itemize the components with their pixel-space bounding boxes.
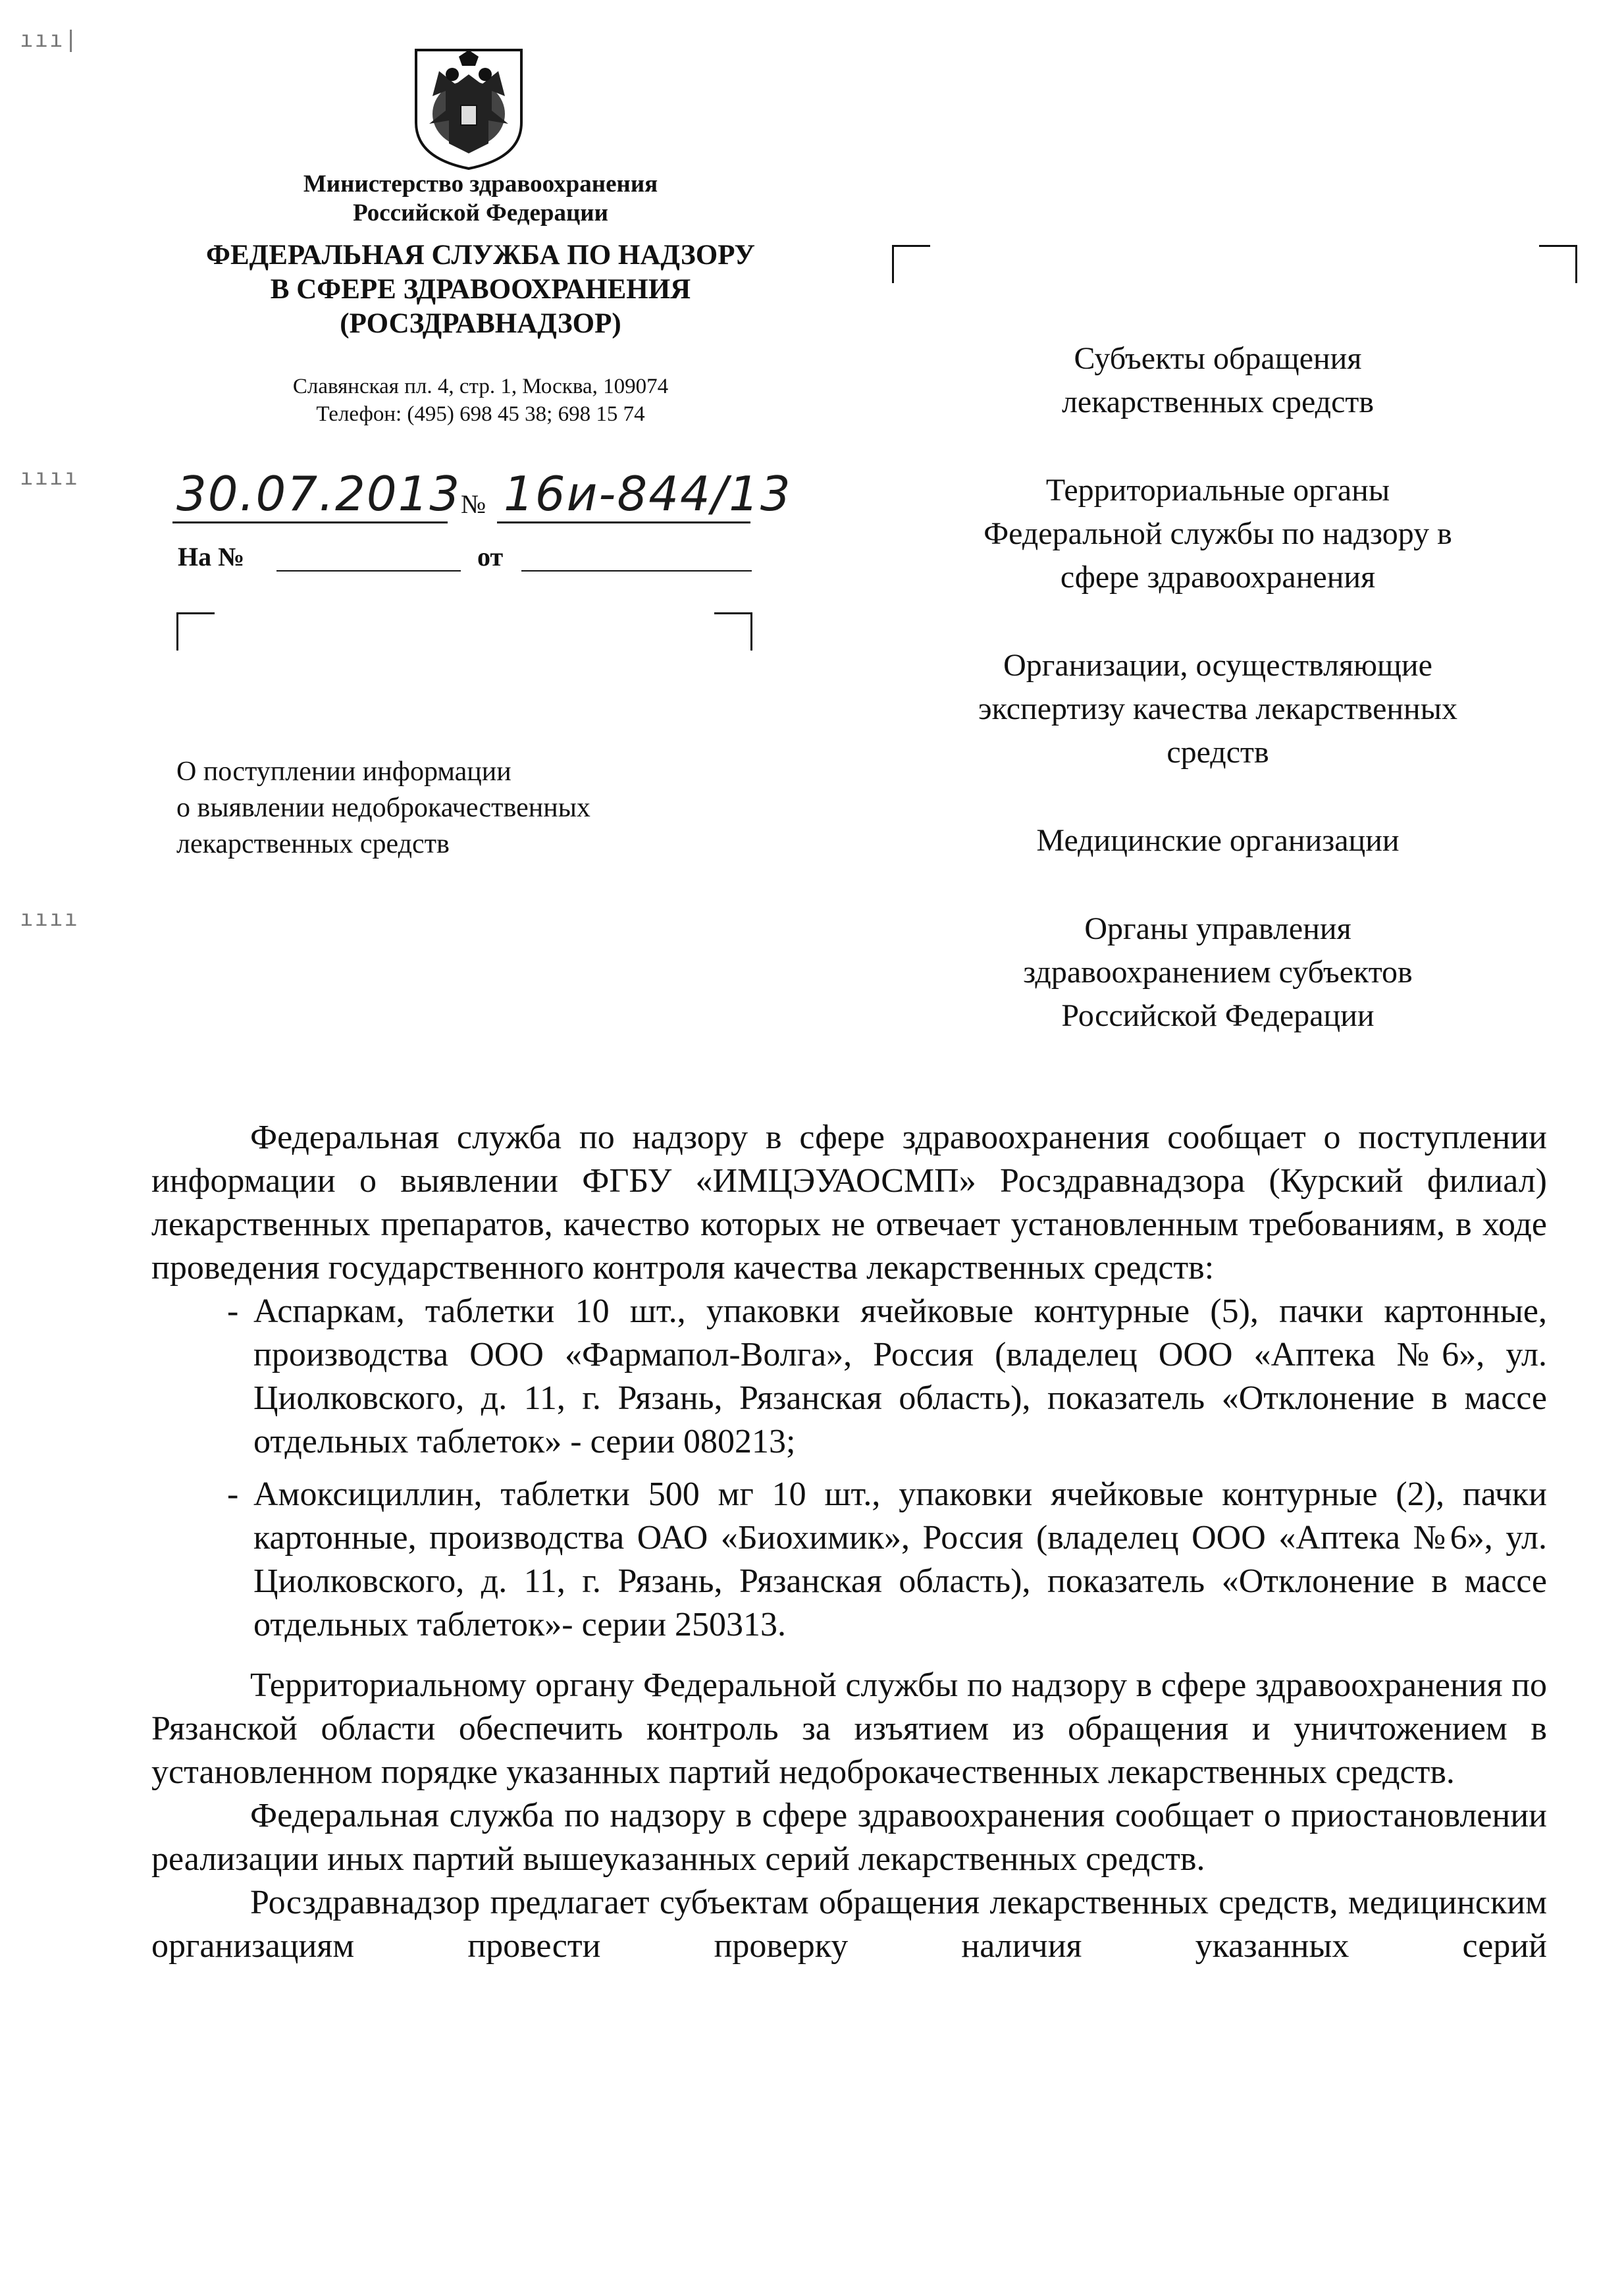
subject-line-1: О поступлении информации bbox=[176, 757, 511, 787]
addressee-line: Организации, осуществляющие bbox=[1003, 648, 1432, 683]
addressee-line: средств bbox=[1166, 735, 1269, 770]
addressee-group bbox=[843, 337, 1593, 424]
addressee-line: Органы управления bbox=[1084, 911, 1351, 946]
addressee-group bbox=[843, 907, 1593, 1038]
reply-from-blank bbox=[521, 570, 752, 572]
drug-list-item-text: Амоксициллин, таблетки 500 мг 10 шт., упаковки ячейковые контурные (2), пачки картонные, производства ОАО «Биохимик», Россия (владелец ООО «Аптека №6», ул. Циолковского, д. 11, г. Рязань, Рязанская область), показатель «Отклонение в массе отдельных таблеток»- серии 250313. bbox=[253, 1476, 1547, 1643]
body-paragraph-2: Территориальному органу Федеральной службы по надзору в сфере здравоохранения по Рязанской области обеспечить контроль за изъятием из обращения и уничтожением в установленном порядке указанных партий недоброкачественных лекарственных средств. bbox=[151, 1666, 1547, 1791]
subject-line-2: о выявлении недоброкачественных bbox=[176, 793, 590, 823]
agency-contacts bbox=[151, 373, 810, 428]
addressee-line: Федеральной службы по надзору в bbox=[983, 516, 1452, 551]
addressee-line: Медицинские организации bbox=[1036, 823, 1400, 858]
number-underline bbox=[497, 521, 750, 523]
drug-list-item bbox=[151, 1290, 1547, 1464]
scan-artifact: ıııı bbox=[20, 464, 79, 491]
document-number: 16и-844/13 bbox=[504, 466, 792, 521]
drug-list-item-text: Аспаркам, таблетки 10 шт., упаковки ячейковые контурные (5), пачки картонные, производства ООО «Фармапол-Волга», Россия (владелец ООО «Аптека №6», ул. Циолковского, д. 11, г. Рязань, Рязанская область), показатель «Отклонение в массе отдельных таблеток» - серии 080213; bbox=[253, 1292, 1547, 1460]
document-date: 30.07.2013 bbox=[176, 466, 461, 521]
addressee-line: здравоохранением субъектов bbox=[1023, 955, 1413, 990]
reply-from-label: от bbox=[477, 542, 504, 572]
list-marker: - bbox=[227, 1292, 239, 1330]
reply-number-blank bbox=[276, 570, 461, 572]
reply-number-label: На № bbox=[178, 542, 245, 572]
scan-artifact: ıııı bbox=[20, 905, 79, 932]
agency-name bbox=[151, 238, 810, 341]
subject-bracket-left bbox=[176, 612, 215, 651]
addressee-bracket-left bbox=[892, 245, 930, 283]
list-marker: - bbox=[227, 1476, 239, 1513]
number-sign: № bbox=[461, 489, 486, 519]
subject-bracket-right bbox=[714, 612, 752, 651]
addressee-group bbox=[843, 644, 1593, 774]
agency-address: Славянская пл. 4, стр. 1, Москва, 109074 bbox=[292, 375, 669, 398]
letter-subject bbox=[176, 754, 769, 863]
agency-line-3: (РОСЗДРАВНАДЗОР) bbox=[340, 308, 621, 339]
agency-line-2: В СФЕРЕ ЗДРАВООХРАНЕНИЯ bbox=[270, 274, 691, 305]
body-paragraph-4: Росздравнадзор предлагает субъектам обращения лекарственных средств, медицинским организациям провести проверку наличия указанных серий bbox=[151, 1884, 1547, 1965]
addressee-line: лекарственных средств bbox=[1061, 385, 1375, 419]
ministry-name bbox=[151, 170, 810, 228]
coat-of-arms-emblem bbox=[409, 45, 528, 173]
addressee-line: Территориальные органы bbox=[1045, 473, 1390, 508]
scan-artifact: ııı| bbox=[20, 26, 79, 53]
body-intro-paragraph: Федеральная служба по надзору в сфере здравоохранения сообщает о поступлении информации о выявлении ФГБУ «ИМЦЭУАОСМП» Росздравнадзора (Курский филиал) лекарственных препаратов, качество которых не отвечает установленным требованиям, в ходе проведения государственного контроля качества лекарственных средств: bbox=[151, 1119, 1547, 1287]
drug-list-item bbox=[151, 1473, 1547, 1647]
addressee-bracket-right bbox=[1539, 245, 1577, 283]
addressee-line: сфере здравоохранения bbox=[1060, 560, 1376, 595]
agency-phone: Телефон: (495) 698 45 38; 698 15 74 bbox=[316, 402, 645, 426]
body-paragraph-3: Федеральная служба по надзору в сфере здравоохранения сообщает о приостановлении реализации иных партий вышеуказанных серий лекарственных средств. bbox=[151, 1797, 1547, 1878]
addressee-list bbox=[843, 337, 1593, 1038]
addressee-line: Российской Федерации bbox=[1061, 998, 1375, 1033]
addressee-group bbox=[843, 469, 1593, 599]
agency-line-1: ФЕДЕРАЛЬНАЯ СЛУЖБА ПО НАДЗОРУ bbox=[206, 240, 755, 271]
date-underline bbox=[172, 521, 448, 523]
ministry-line-2: Российской Федерации bbox=[353, 200, 608, 226]
addressee-group bbox=[843, 819, 1593, 863]
addressee-line: Субъекты обращения bbox=[1074, 341, 1362, 376]
addressee-line: экспертизу качества лекарственных bbox=[978, 691, 1457, 726]
subject-line-3: лекарственных средств bbox=[176, 829, 450, 859]
letter-body bbox=[151, 1116, 1547, 1968]
ministry-line-1: Министерство здравоохранения bbox=[303, 171, 658, 198]
